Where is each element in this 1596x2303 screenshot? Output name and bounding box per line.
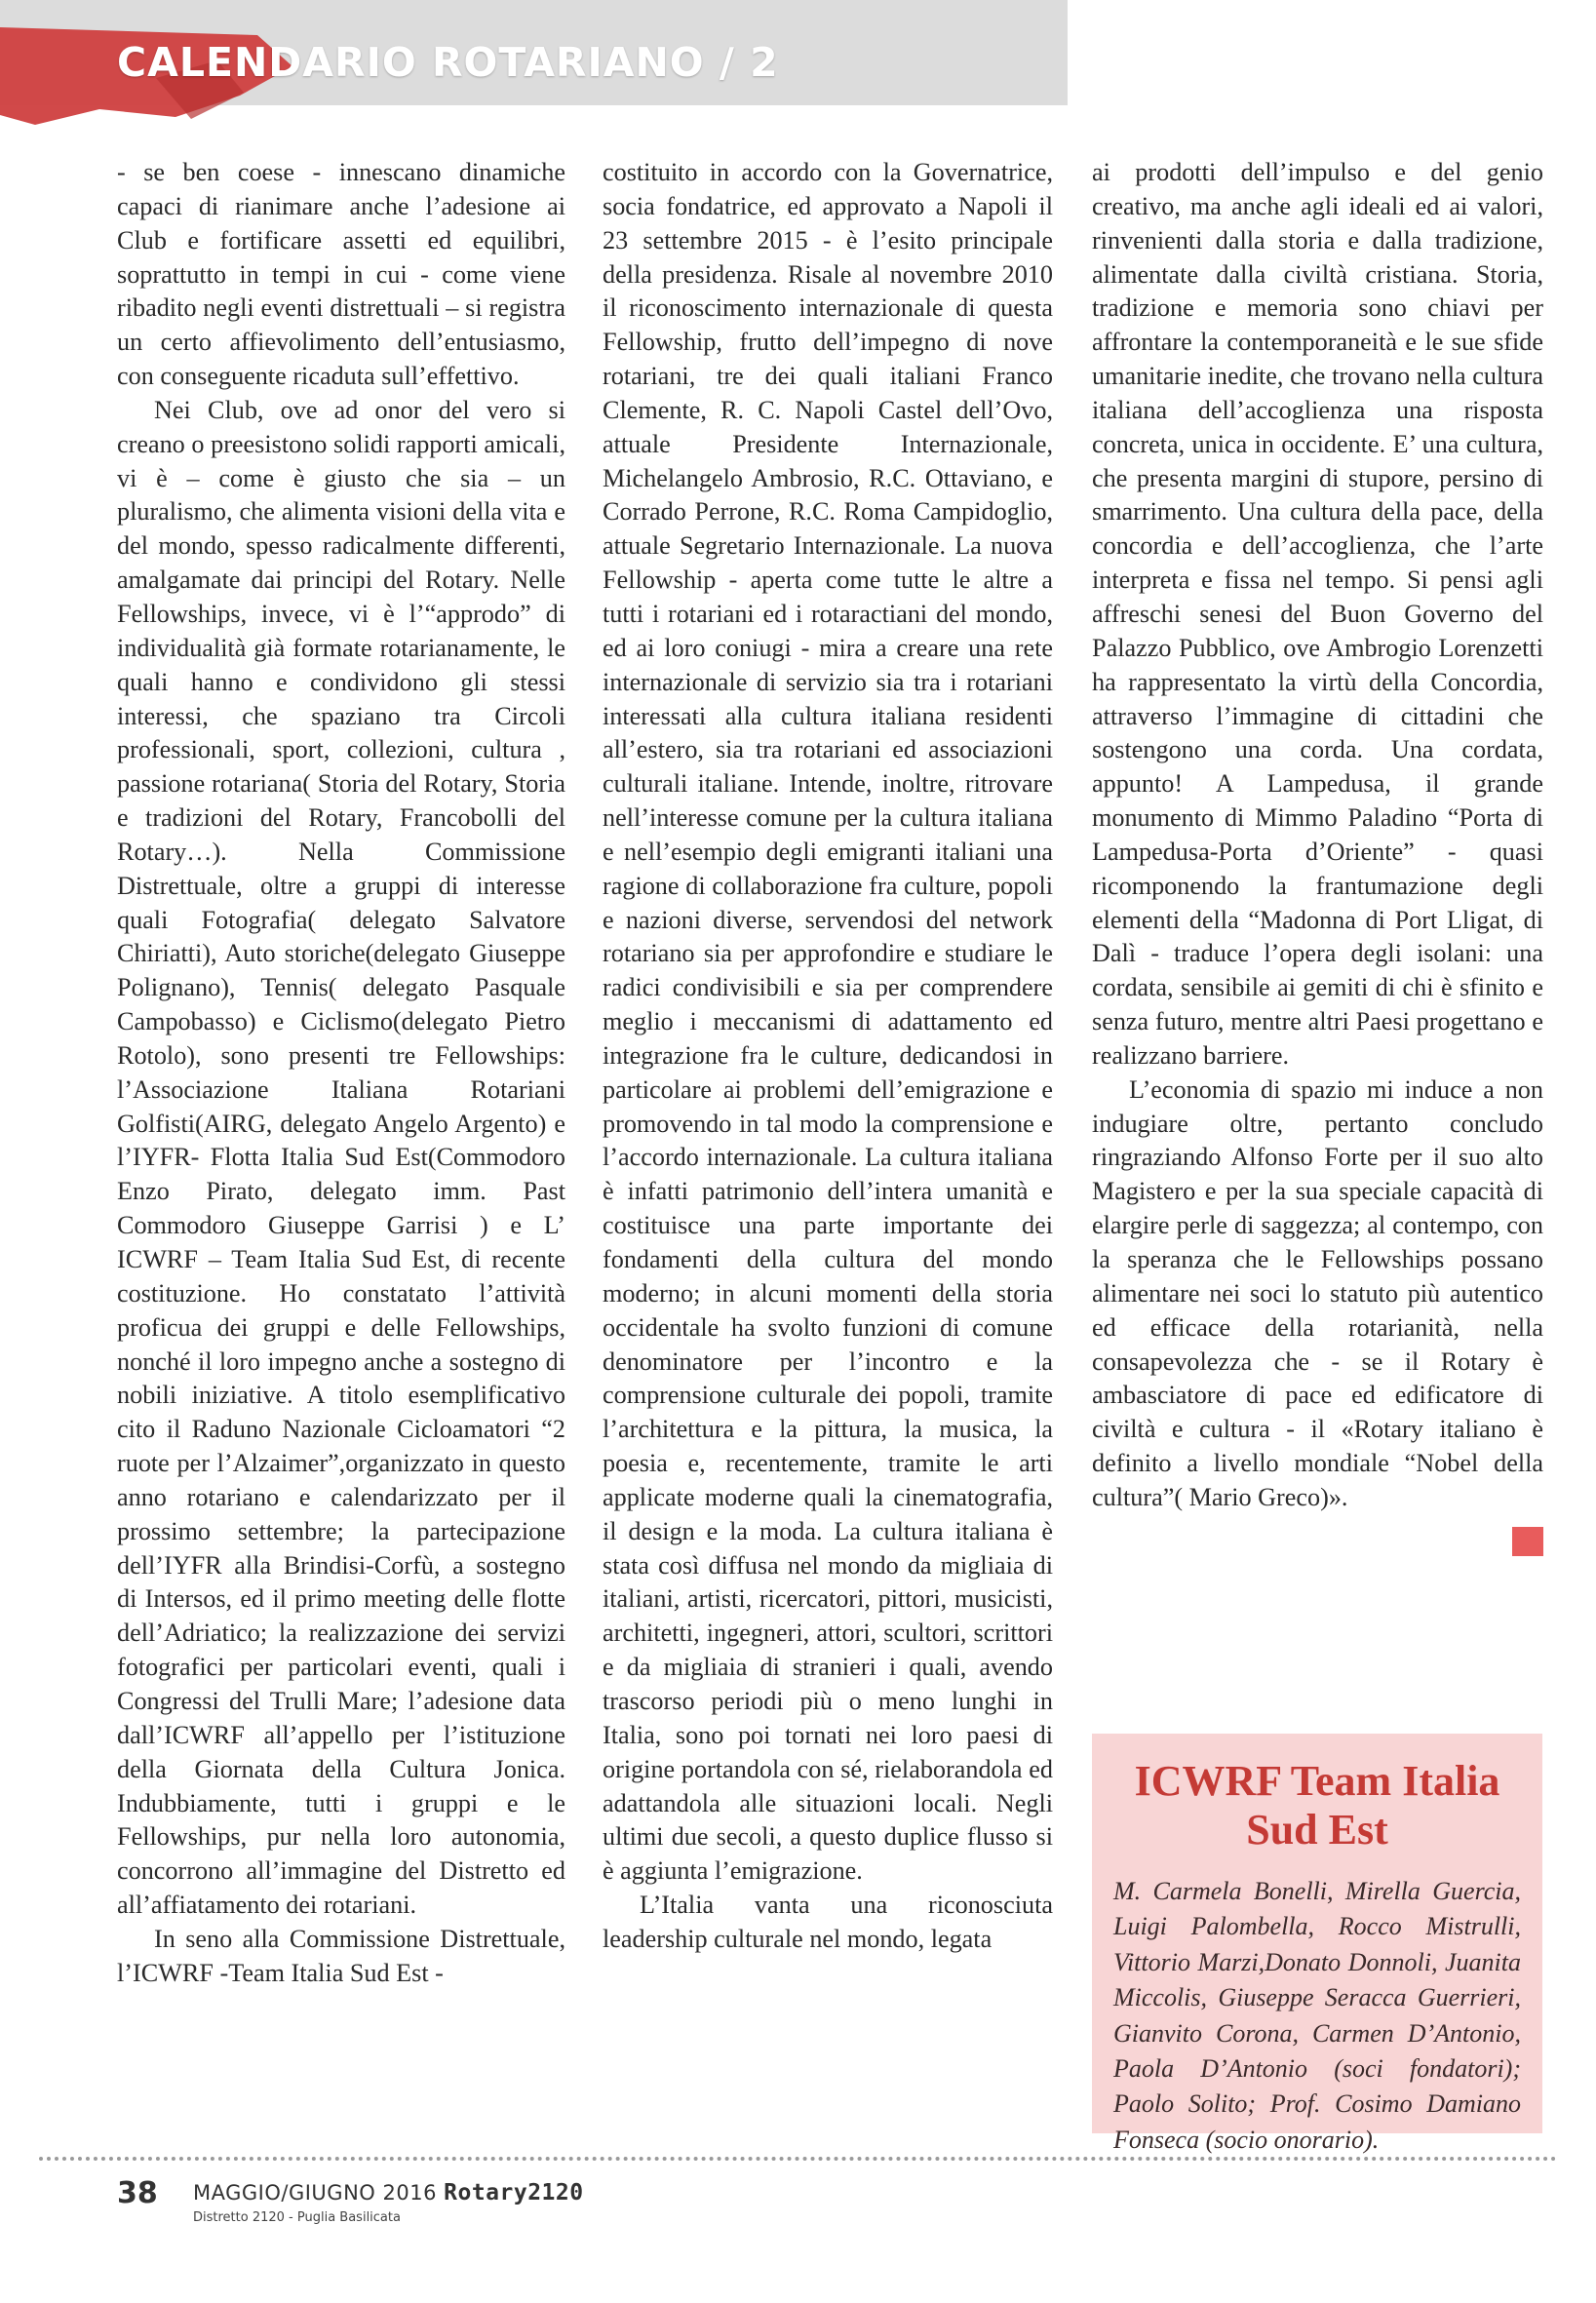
issue-line [193, 2180, 584, 2205]
paragraph: Nei Club, ove ad onor del vero si creano o preesistono solidi rapporti amicali, vi è – come è giusto che sia – un pluralismo, che alimenta visioni della vita e del mondo, spesso radicalmente differenti, amalgamate dai principi del Rotary. Nelle Fellowships, invece, vi è l’“approdo” di individualità già formate rotarianamente, le quali hanno e condividono gli stessi interessi, che spaziano tra Circoli professionali, sport, collezioni, cultura , passione rotariana( Storia del Rotary, Storia e tradizioni del Rotary, Francobolli del Rotary…). Nella Commissione Distrettuale, oltre a gruppi di interesse quali Fotografia( delegato Salvatore Chiriatti), Auto storiche(delegato Giuseppe Polignano), Tennis( delegato Pasquale Campobasso) e Ciclismo(delegato Pietro Rotolo), sono presenti tre Fellowships: l’Associazione Italiana Rotariani Golfisti(AIRG, delegato Angelo Argento) e l’IYFR- Flotta Italia Sud Est(Commodoro Enzo Pirato, delegato imm. Past Commodoro Giuseppe Garrisi ) e L’ ICWRF – Team Italia Sud Est, di recente costituzione. Ho constatato l’attività proficua dei gruppi e delle Fellowships, nonché il loro impegno anche a sostegno di nobili iniziative. A titolo esemplificativo cito il Raduno Nazionale Cicloamatori “2 ruote per l’Alzaimer”,organizzato in questo anno rotariano e calendarizzato per il prossimo settembre; la partecipazione dell’IYFR alla Brindisi-Corfù, a sostegno di Intersos, ed il primo meeting delle flotte dell’Adriatico; la realizzazione dei servizi fotografici per particolari eventi, quali i Congressi del Trulli Mare; l’adesione data dall’ICWRF all’appello per l’istituzione della Giornata della Cultura Jonica. Indubbiamente, tutti i gruppi e le Fellowships, pur nella loro autonomia, concorrono all’immagine del Distretto ed all’affiatamento dei rotariani. [117, 395, 565, 1920]
article-end-marker [1512, 1527, 1543, 1556]
district-label: Distretto 2120 - Puglia Basilicata [193, 2210, 401, 2225]
page-number: 38 [117, 2176, 158, 2210]
footer-divider [39, 2157, 1557, 2161]
members-list: M. Carmela Bonelli, Mirella Guercia, Luigi Palombella, Rocco Mistrulli, Vittorio Marzi,Donato Donnoli, Juanita Miccolis, Giuseppe Seracca Guerrieri, Gianvito Corona, Carmen D’Antonio, Paola D’Antonio (soci fondatori); Paolo Solito; Prof. Cosimo Damiano Fonseca (socio onorario). [1113, 1877, 1521, 2154]
paragraph: costituito in accordo con la Governatrice, socia fondatrice, ed approvato a Napoli il 23 settembre 2015 - è l’esito principale della presidenza. Risale al novembre 2010 il riconoscimento internazionale di questa Fellowship, frutto dell’impegno di nove rotariani, tre dei quali italiani Franco Clemente, R. C. Napoli Castel dell’Ovo, attuale Presidente Internazionale, Michelangelo Ambrosio, R.C. Ottaviano, e Corrado Perrone, R.C. Roma Campidoglio, attuale Segretario Internazionale. La nuova Fellowship - aperta come tutte le altre a tutti i rotariani ed i rotaractiani del mondo, ed ai loro coniugi - mira a creare una rete internazionale di servizio sia tra i rotariani interessati alla cultura italiana residenti all’estero, sia tra rotariani ed associazioni culturali italiane. Intende, inoltre, ritrovare nell’interesse comune per la cultura italiana e nell’esempio degli emigranti italiani una ragione di collaborazione fra culture, popoli e nazioni diverse, servendosi del network rotariano sia per approfondire e studiare le radici condivisibili e sia per comprendere meglio i meccanismi di adattamento ed integrazione fra le culture, dedicandosi in particolare ai problemi dell’emigrazione e promovendo in tal modo la comprensione e l’accordo internazionale. La cultura italiana è infatti patrimonio dell’intera umanità e costituisce una parte importante dei fondamenti della cultura del mondo moderno; in alcuni momenti della storia occidentale ha svolto funzioni di comune denominatore per l’incontro e la comprensione culturale dei popoli, tramite l’architettura e la pittura, la musica, la poesia e, recentemente, tramite le arti applicate moderne quali la cinematografia, il design e la moda. La cultura italiana è stata così diffusa nel mondo da migliaia di italiani, artisti, ricercatori, pittori, musicisti, architetti, ingegneri, attori, scultori, scrittori e da migliaia di stranieri i quali, avendo trascorso periodi più o meno lunghi in Italia, sono poi tornati nei loro paesi di origine portandola con sé, rielaborandola ed adattandola alle situazioni locali. Negli ultimi due secoli, a questo duplice flusso si è aggiunta l’emigrazione. [603, 158, 1053, 1886]
paragraph: In seno alla Commissione Distrettuale, l’ICWRF -Team Italia Sud Est - [117, 1924, 565, 1987]
article-column-2 [603, 156, 1053, 1957]
issue-date: MAGGIO/GIUGNO 2016 [193, 2181, 437, 2205]
article-column-3 [1092, 156, 1543, 1556]
members-box-title: ICWRF Team Italia Sud Est [1134, 1757, 1500, 1854]
paragraph: - se ben coese - innescano dinamiche capaci di rianimare anche l’adesione ai Club e fortificare assetti ed equilibri, soprattutto in tempi in cui - come viene ribadito negli eventi distrettuali – si registra un certo affievolimento dell’entusiasmo, con conseguente ricaduta sull’effettivo. [117, 158, 565, 391]
article-column-1 [117, 156, 565, 1991]
members-box [1092, 1734, 1542, 2154]
paragraph: L’economia di spazio mi induce a non indugiare oltre, pertanto concludo ringraziando Alfonso Forte per il suo alto Magistero e per la sua speciale capacità di elargire perle di saggezza; al contempo, con la speranza che le Fellowships possano alimentare nei soci lo statuto più autentico ed efficace della rotarianità, nella consapevolezza che - se il Rotary è ambasciatore di pace ed edificatore di civiltà e cultura - il «Rotary italiano è definito a livello mondiale “Nobel della cultura”( Mario Greco)». [1092, 1074, 1543, 1511]
magazine-name: Rotary2120 [444, 2180, 584, 2205]
page-title: CALENDARIO ROTARIANO / 2 [117, 39, 779, 86]
paragraph: ai prodotti dell’impulso e del genio creativo, ma anche agli ideali ed ai valori, rinvenienti dalla storia e dalla tradizione, alimentate dalla civiltà cristiana. Storia, tradizione e memoria sono chiavi per affrontare la contemporaneità e le sue sfide umanitarie inedite, che trovano nella cultura italiana dell’accoglienza una risposta concreta, unica in occidente. E’ una cultura, che presenta margini di stupore, persino di smarrimento. Una cultura della pace, della concordia e dell’accoglienza, che l’arte interpreta e fissa nel tempo. Si pensi agli affreschi senesi del Buon Governo del Palazzo Pubblico, ove Ambrogio Lorenzetti ha rappresentato la virtù della Concordia, attraverso l’immagine di cittadini che sostengono una corda. Una cordata, appunto! A Lampedusa, il grande monumento di Mimmo Paladino “Porta di Lampedusa-Porta d’Oriente” - quasi ricomponendo la frantumazione degli elementi della “Madonna di Port Lligat, di Dalì - traduce l’opera degli isolani: una cordata, sensibile ai gemiti di chi è sfinito e senza futuro, mentre altri Paesi progettano e realizzano barriere. [1092, 158, 1543, 1070]
paragraph: L’Italia vanta una riconosciuta leadership culturale nel mondo, legata [603, 1891, 1053, 1953]
